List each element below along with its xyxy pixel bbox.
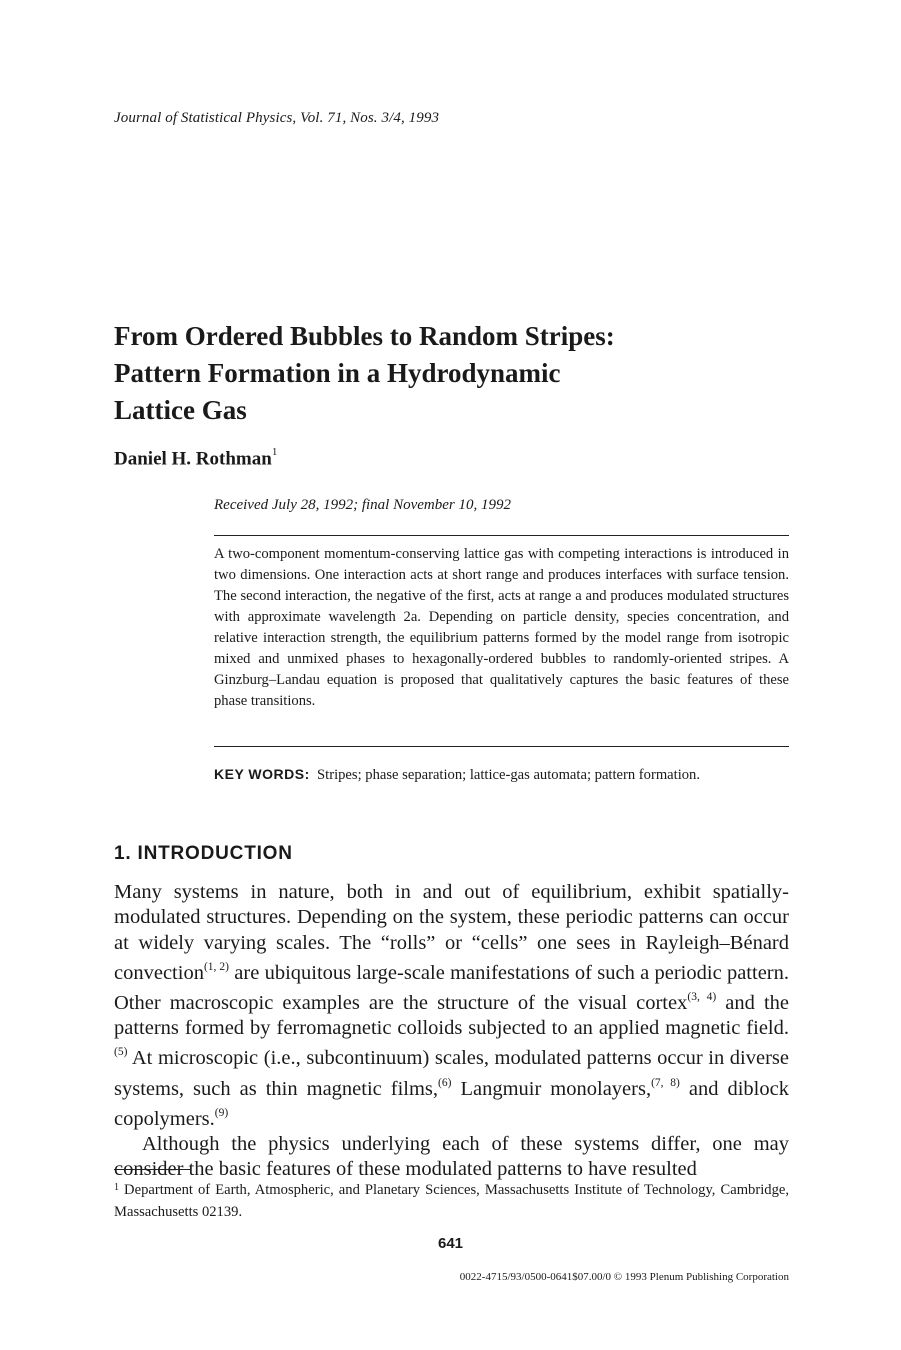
journal-citation: Journal of Statistical Physics, Vol. 71, Nos. 3/4, 1993 bbox=[114, 110, 440, 126]
footnote-text: Department of Earth, Atmospheric, and Planetary Sciences, Massachusetts Institute of Technology, Cambridge, Massachusetts 02139. bbox=[114, 1182, 789, 1220]
author-footnote-mark: 1 bbox=[271, 446, 278, 458]
text-run: Many systems in nature, both in and out of equilibrium, exhibit spatially-modulated structures. Depending on the system, these periodic patterns can occur at widely varying scales. The “rolls” or “cells” one sees in Rayleigh–Bénard convection bbox=[114, 881, 789, 984]
citation-ref: (7, 8) bbox=[651, 1076, 680, 1089]
text-run: Langmuir monolayers, bbox=[451, 1077, 652, 1100]
paragraph bbox=[114, 880, 789, 1132]
abstract-bottom-rule bbox=[214, 746, 789, 747]
citation-ref: (5) bbox=[114, 1046, 128, 1059]
keywords-label: KEY WORDS: bbox=[214, 766, 310, 782]
citation-ref: (6) bbox=[438, 1076, 452, 1089]
title-line: Pattern Formation in a Hydrodynamic bbox=[114, 358, 561, 388]
article-title bbox=[114, 318, 615, 429]
abstract-top-rule bbox=[214, 535, 789, 536]
footnote-rule bbox=[114, 1169, 190, 1170]
citation-ref: (3, 4) bbox=[687, 991, 717, 1004]
author bbox=[114, 448, 277, 470]
keywords bbox=[214, 764, 789, 786]
footnote bbox=[114, 1180, 789, 1222]
text-run: and diblock copolymers. bbox=[114, 1077, 789, 1130]
title-line: Lattice Gas bbox=[114, 395, 247, 425]
copyright-line: 0022-4715/93/0500-0641$07.00/0 © 1993 Plenum Publishing Corporation bbox=[459, 1271, 789, 1283]
citation-ref: (1, 2) bbox=[203, 960, 230, 973]
text-run: and the patterns formed by ferromagnetic colloids subjected to an applied magnetic field. bbox=[114, 991, 789, 1040]
paragraph: Although the physics underlying each of these systems differ, one may consider the basic features of these modulated patterns to have resulted bbox=[114, 1132, 789, 1181]
body-text bbox=[114, 880, 789, 1182]
citation-ref: (9) bbox=[214, 1106, 229, 1119]
footnote-mark: 1 bbox=[114, 1182, 119, 1193]
section-heading: 1. INTRODUCTION bbox=[114, 843, 293, 864]
keywords-text: Stripes; phase separation; lattice-gas automata; pattern formation. bbox=[317, 767, 701, 783]
received-dates: Received July 28, 1992; final November 10, 1992 bbox=[214, 497, 511, 513]
title-line: From Ordered Bubbles to Random Stripes: bbox=[114, 321, 615, 351]
text-run: are ubiquitous large-scale manifestations of such a periodic pattern. Other macroscopic examples are the structure of the visual cortex bbox=[114, 961, 789, 1014]
page-number: 641 bbox=[437, 1235, 464, 1252]
author-name: Daniel H. Rothman bbox=[114, 448, 272, 470]
text-run: At microscopic (i.e., subcontinuum) scales, modulated patterns occur in diverse systems, such as thin magnetic films, bbox=[114, 1047, 789, 1100]
abstract: A two-component momentum-conserving lattice gas with competing interactions is introduced in two dimensions. One interaction acts at short range and produces interfaces with surface tension. The second interaction, the negative of the first, acts at range a and produces modulated structures with approximate wavelength 2a. Depending on particle density, species concentration, and relative interaction strength, the equilibrium patterns formed by the model range from isotropic mixed and unmixed phases to hexagonally-ordered bubbles to randomly-oriented stripes. A Ginzburg–Landau equation is proposed that qualitatively captures the basic features of these phase transitions. bbox=[214, 546, 789, 709]
